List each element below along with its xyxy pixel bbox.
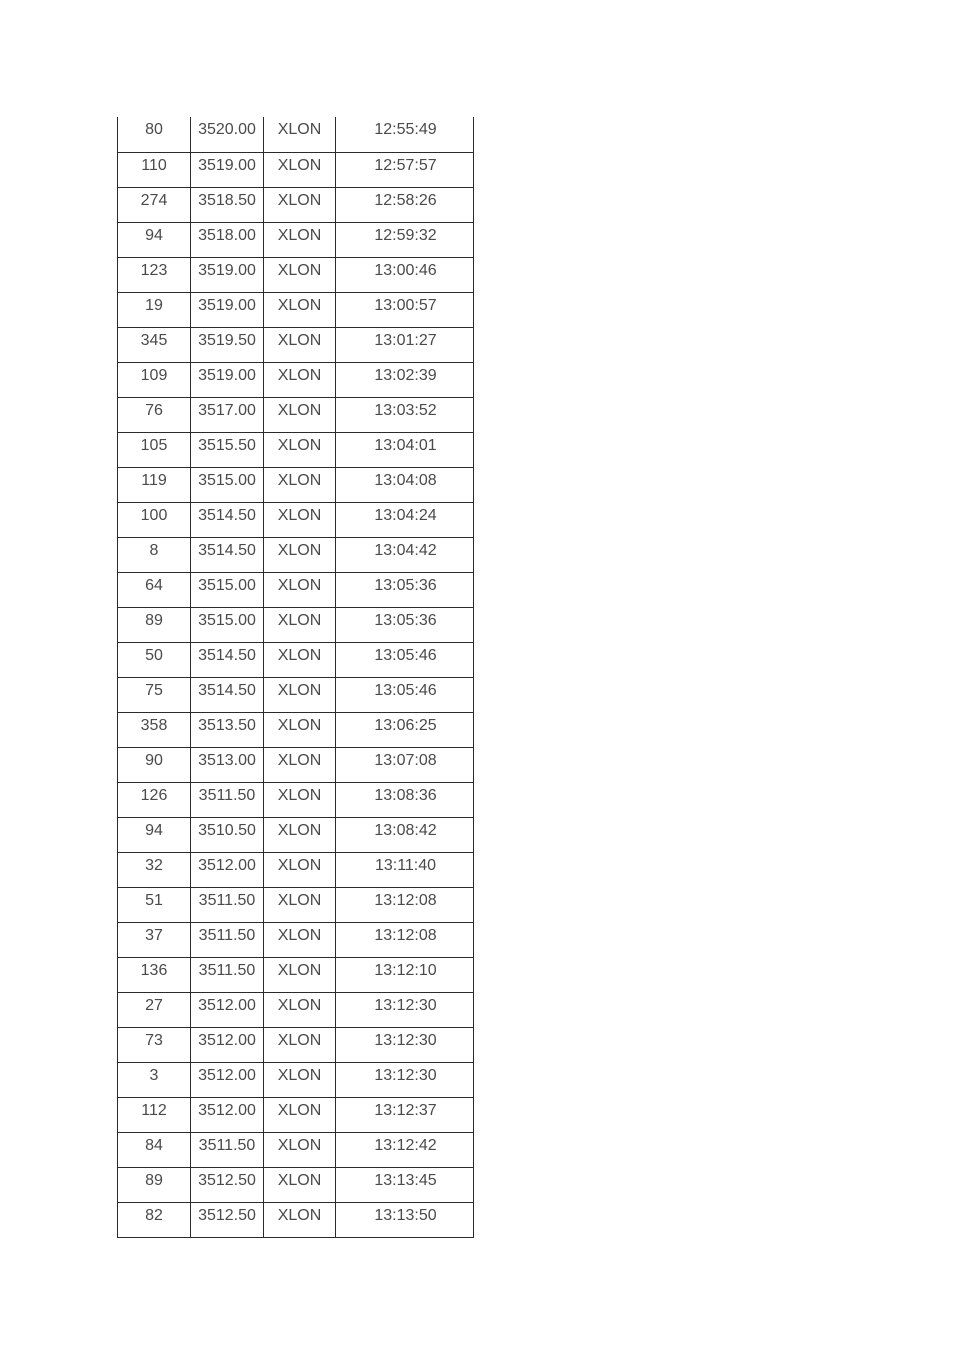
time-text: 13:13:50 xyxy=(374,1206,437,1224)
time-text: 13:00:46 xyxy=(374,261,437,279)
price-cell: 3511.50 xyxy=(191,922,264,957)
time-cell xyxy=(336,537,474,572)
quantity-cell: 19 xyxy=(118,292,191,327)
price-cell: 3519.00 xyxy=(191,152,264,187)
time-text: 13:04:42 xyxy=(374,541,437,559)
time-text: 13:12:30 xyxy=(374,1031,437,1049)
time-cell xyxy=(336,1202,474,1237)
price-cell: 3511.50 xyxy=(191,1132,264,1167)
time-cell xyxy=(336,922,474,957)
table-row xyxy=(118,1027,474,1062)
time-cell xyxy=(336,432,474,467)
quantity-cell: 8 xyxy=(118,537,191,572)
venue-cell: XLON xyxy=(264,222,336,257)
table-row xyxy=(118,537,474,572)
venue-cell: XLON xyxy=(264,712,336,747)
table-row xyxy=(118,117,474,152)
venue-cell: XLON xyxy=(264,747,336,782)
table-row xyxy=(118,782,474,817)
time-text: 13:12:37 xyxy=(374,1101,437,1119)
time-cell xyxy=(336,1062,474,1097)
price-cell: 3512.50 xyxy=(191,1167,264,1202)
quantity-cell: 64 xyxy=(118,572,191,607)
venue-cell: XLON xyxy=(264,187,336,222)
time-text: 13:13:45 xyxy=(374,1171,437,1189)
quantity-cell: 37 xyxy=(118,922,191,957)
time-text: 13:03:52 xyxy=(374,401,437,419)
price-cell: 3512.00 xyxy=(191,992,264,1027)
venue-cell: XLON xyxy=(264,292,336,327)
time-text: 13:08:42 xyxy=(374,821,437,839)
price-cell: 3511.50 xyxy=(191,957,264,992)
quantity-cell: 110 xyxy=(118,152,191,187)
price-cell: 3515.00 xyxy=(191,607,264,642)
price-cell: 3519.00 xyxy=(191,257,264,292)
time-cell xyxy=(336,1132,474,1167)
table-row xyxy=(118,992,474,1027)
time-cell xyxy=(336,712,474,747)
table-row xyxy=(118,467,474,502)
quantity-cell: 94 xyxy=(118,222,191,257)
time-text: 12:59:32 xyxy=(374,226,437,244)
price-cell: 3511.50 xyxy=(191,887,264,922)
quantity-cell: 345 xyxy=(118,327,191,362)
venue-cell: XLON xyxy=(264,432,336,467)
price-cell: 3520.00 xyxy=(191,117,264,152)
time-text: 13:12:10 xyxy=(374,961,437,979)
quantity-cell: 80 xyxy=(118,117,191,152)
price-cell: 3518.50 xyxy=(191,187,264,222)
quantity-cell: 136 xyxy=(118,957,191,992)
table-row xyxy=(118,1167,474,1202)
quantity-cell: 89 xyxy=(118,1167,191,1202)
time-cell xyxy=(336,852,474,887)
time-text: 12:58:26 xyxy=(374,191,437,209)
quantity-cell: 75 xyxy=(118,677,191,712)
table-row xyxy=(118,607,474,642)
time-cell xyxy=(336,1097,474,1132)
price-cell: 3512.00 xyxy=(191,1062,264,1097)
time-text: 12:55:49 xyxy=(374,121,437,138)
venue-cell: XLON xyxy=(264,887,336,922)
quantity-cell: 358 xyxy=(118,712,191,747)
time-text: 13:12:42 xyxy=(374,1136,437,1154)
time-cell xyxy=(336,257,474,292)
price-cell: 3517.00 xyxy=(191,397,264,432)
venue-cell: XLON xyxy=(264,537,336,572)
venue-cell: XLON xyxy=(264,642,336,677)
price-cell: 3514.50 xyxy=(191,537,264,572)
table-row xyxy=(118,502,474,537)
quantity-cell: 84 xyxy=(118,1132,191,1167)
time-text: 13:04:24 xyxy=(374,506,437,524)
time-text: 13:05:36 xyxy=(374,611,437,629)
time-text: 13:04:01 xyxy=(374,436,437,454)
venue-cell: XLON xyxy=(264,817,336,852)
venue-cell: XLON xyxy=(264,397,336,432)
price-cell: 3514.50 xyxy=(191,642,264,677)
price-cell: 3513.50 xyxy=(191,712,264,747)
quantity-cell: 123 xyxy=(118,257,191,292)
time-cell xyxy=(336,677,474,712)
quantity-cell: 100 xyxy=(118,502,191,537)
table-row xyxy=(118,642,474,677)
time-cell xyxy=(336,782,474,817)
price-cell: 3519.50 xyxy=(191,327,264,362)
time-cell xyxy=(336,117,474,152)
price-cell: 3515.00 xyxy=(191,572,264,607)
table-row xyxy=(118,292,474,327)
price-cell: 3512.00 xyxy=(191,852,264,887)
table-row xyxy=(118,222,474,257)
price-cell: 3514.50 xyxy=(191,502,264,537)
quantity-cell: 89 xyxy=(118,607,191,642)
time-cell xyxy=(336,957,474,992)
venue-cell: XLON xyxy=(264,152,336,187)
venue-cell: XLON xyxy=(264,327,336,362)
table-row xyxy=(118,922,474,957)
time-cell xyxy=(336,362,474,397)
table-row xyxy=(118,327,474,362)
table-row xyxy=(118,887,474,922)
quantity-cell: 105 xyxy=(118,432,191,467)
venue-cell: XLON xyxy=(264,852,336,887)
time-cell xyxy=(336,222,474,257)
price-cell: 3512.50 xyxy=(191,1202,264,1237)
time-cell xyxy=(336,642,474,677)
time-cell xyxy=(336,467,474,502)
time-text: 13:07:08 xyxy=(374,751,437,769)
table-row xyxy=(118,1132,474,1167)
quantity-cell: 274 xyxy=(118,187,191,222)
venue-cell: XLON xyxy=(264,1167,336,1202)
table-row xyxy=(118,187,474,222)
time-text: 13:02:39 xyxy=(374,366,437,384)
quantity-cell: 119 xyxy=(118,467,191,502)
time-text: 13:05:46 xyxy=(374,681,437,699)
time-cell xyxy=(336,607,474,642)
venue-cell: XLON xyxy=(264,572,336,607)
time-cell xyxy=(336,187,474,222)
venue-cell: XLON xyxy=(264,922,336,957)
quantity-cell: 90 xyxy=(118,747,191,782)
time-text: 13:12:08 xyxy=(374,891,437,909)
venue-cell: XLON xyxy=(264,467,336,502)
table-row xyxy=(118,572,474,607)
time-cell xyxy=(336,572,474,607)
quantity-cell: 112 xyxy=(118,1097,191,1132)
venue-cell: XLON xyxy=(264,957,336,992)
time-text: 13:08:36 xyxy=(374,786,437,804)
table-row xyxy=(118,747,474,782)
time-text: 13:04:08 xyxy=(374,471,437,489)
time-text: 13:11:40 xyxy=(374,856,437,874)
table-row xyxy=(118,397,474,432)
price-cell: 3513.00 xyxy=(191,747,264,782)
price-cell: 3519.00 xyxy=(191,362,264,397)
price-cell: 3515.00 xyxy=(191,467,264,502)
trades-table-body xyxy=(118,117,474,1237)
table-row xyxy=(118,677,474,712)
venue-cell: XLON xyxy=(264,1202,336,1237)
quantity-cell: 51 xyxy=(118,887,191,922)
quantity-cell: 82 xyxy=(118,1202,191,1237)
price-cell: 3515.50 xyxy=(191,432,264,467)
time-text: 12:57:57 xyxy=(374,156,437,174)
time-cell xyxy=(336,1027,474,1062)
venue-cell: XLON xyxy=(264,362,336,397)
time-cell xyxy=(336,817,474,852)
venue-cell: XLON xyxy=(264,1027,336,1062)
venue-cell: XLON xyxy=(264,1097,336,1132)
price-cell: 3518.00 xyxy=(191,222,264,257)
venue-cell: XLON xyxy=(264,677,336,712)
table-row xyxy=(118,257,474,292)
time-cell xyxy=(336,152,474,187)
quantity-cell: 27 xyxy=(118,992,191,1027)
table-row xyxy=(118,712,474,747)
time-text: 13:12:30 xyxy=(374,996,437,1014)
time-cell xyxy=(336,992,474,1027)
quantity-cell: 32 xyxy=(118,852,191,887)
price-cell: 3510.50 xyxy=(191,817,264,852)
quantity-cell: 109 xyxy=(118,362,191,397)
quantity-cell: 50 xyxy=(118,642,191,677)
table-row xyxy=(118,1202,474,1237)
trades-table xyxy=(117,117,474,1238)
quantity-cell: 94 xyxy=(118,817,191,852)
venue-cell: XLON xyxy=(264,992,336,1027)
venue-cell: XLON xyxy=(264,117,336,152)
time-cell xyxy=(336,887,474,922)
quantity-cell: 73 xyxy=(118,1027,191,1062)
time-text: 13:05:36 xyxy=(374,576,437,594)
time-text: 13:05:46 xyxy=(374,646,437,664)
table-row xyxy=(118,1062,474,1097)
time-cell xyxy=(336,397,474,432)
price-cell: 3511.50 xyxy=(191,782,264,817)
table-row xyxy=(118,362,474,397)
venue-cell: XLON xyxy=(264,502,336,537)
time-cell xyxy=(336,747,474,782)
quantity-cell: 3 xyxy=(118,1062,191,1097)
table-row xyxy=(118,432,474,467)
venue-cell: XLON xyxy=(264,607,336,642)
time-cell xyxy=(336,1167,474,1202)
time-text: 13:12:08 xyxy=(374,926,437,944)
venue-cell: XLON xyxy=(264,782,336,817)
quantity-cell: 126 xyxy=(118,782,191,817)
venue-cell: XLON xyxy=(264,1132,336,1167)
time-text: 13:01:27 xyxy=(374,331,437,349)
table-row xyxy=(118,957,474,992)
price-cell: 3512.00 xyxy=(191,1027,264,1062)
quantity-cell: 76 xyxy=(118,397,191,432)
table-row xyxy=(118,152,474,187)
table-row xyxy=(118,852,474,887)
time-cell xyxy=(336,292,474,327)
venue-cell: XLON xyxy=(264,257,336,292)
venue-cell: XLON xyxy=(264,1062,336,1097)
price-cell: 3514.50 xyxy=(191,677,264,712)
time-text: 13:12:30 xyxy=(374,1066,437,1084)
table-row xyxy=(118,817,474,852)
time-text: 13:00:57 xyxy=(374,296,437,314)
price-cell: 3512.00 xyxy=(191,1097,264,1132)
table-row xyxy=(118,1097,474,1132)
time-cell xyxy=(336,502,474,537)
time-cell xyxy=(336,327,474,362)
price-cell: 3519.00 xyxy=(191,292,264,327)
time-text: 13:06:25 xyxy=(374,716,437,734)
